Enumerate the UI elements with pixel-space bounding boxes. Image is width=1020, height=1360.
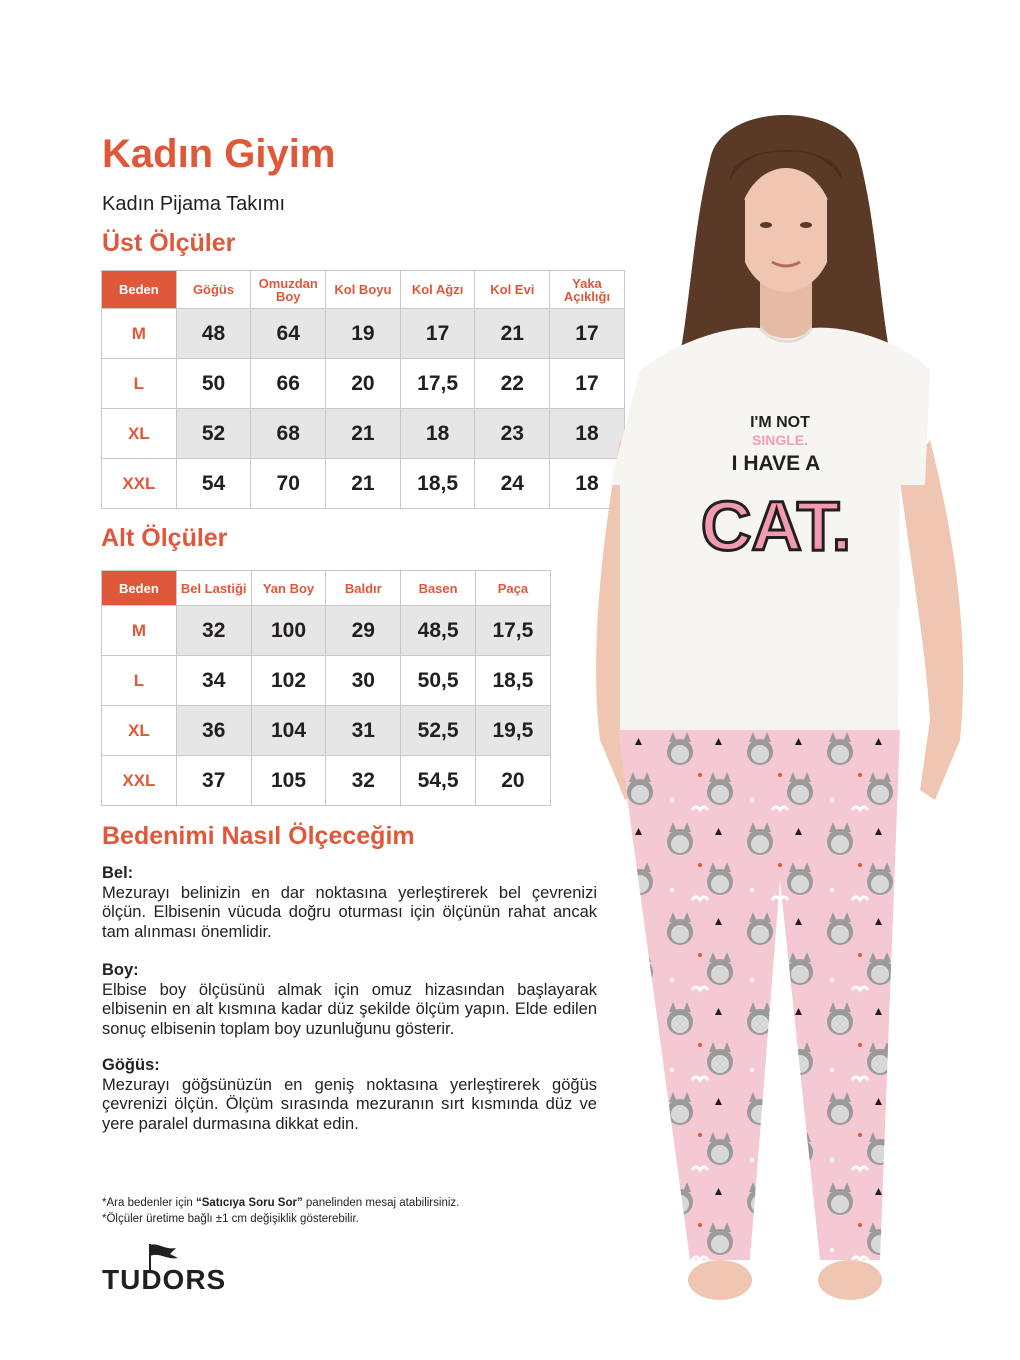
measurement-cell: 104 [251, 706, 326, 756]
measurement-cell: 50,5 [401, 656, 476, 706]
lower-size-table [101, 570, 551, 806]
lower-col-header: Bel Lastiği [176, 571, 251, 606]
measurement-cell: 100 [251, 606, 326, 656]
upper-col-header: Yaka Açıklığı [550, 271, 625, 309]
measurement-cell: 64 [251, 309, 326, 359]
measurement-cell: 24 [475, 459, 550, 509]
size-label-cell: XL [102, 409, 177, 459]
measurement-cell: 20 [326, 359, 401, 409]
measurement-cell: 19,5 [475, 706, 550, 756]
measurement-cell: 18 [550, 459, 625, 509]
upper-col-header: Kol Boyu [326, 271, 401, 309]
measurement-cell: 36 [176, 706, 251, 756]
measurement-cell: 18 [550, 409, 625, 459]
page-subtitle: Kadın Pijama Takımı [102, 193, 286, 215]
table-row [102, 309, 625, 359]
size-label-cell: L [102, 359, 177, 409]
measurement-cell: 20 [475, 756, 550, 806]
note-prefix: *Ara bedenler için [102, 1197, 196, 1209]
upper-col-header: Kol Ağzı [400, 271, 475, 309]
page-title: Kadın Giyim [102, 132, 336, 176]
table-row [102, 359, 625, 409]
measurement-cell: 30 [326, 656, 401, 706]
measurement-cell: 32 [326, 756, 401, 806]
upper-col-header: Beden [102, 271, 177, 309]
table-row [102, 756, 551, 806]
tshirt-text-2: SINGLE. [751, 432, 809, 448]
lower-heading: Alt Ölçüler [101, 524, 228, 552]
lower-col-header: Beden [102, 571, 177, 606]
measurement-cell: 68 [251, 409, 326, 459]
upper-heading: Üst Ölçüler [102, 229, 236, 257]
size-label-cell: XXL [102, 459, 177, 509]
measurement-cell: 105 [251, 756, 326, 806]
measurement-cell: 29 [326, 606, 401, 656]
tshirt-text-4: CAT. [700, 487, 852, 565]
measurement-cell: 18,5 [400, 459, 475, 509]
size-label-cell: XXL [102, 756, 177, 806]
lower-col-header: Baldır [326, 571, 401, 606]
measurement-cell: 52,5 [401, 706, 476, 756]
measurement-cell: 70 [251, 459, 326, 509]
upper-size-table [101, 270, 625, 509]
note-bold: “Satıcıya Soru Sor” [195, 1197, 303, 1209]
lower-col-header: Yan Boy [251, 571, 326, 606]
size-label-cell: M [102, 606, 177, 656]
tshirt-text-1: I'M NOT [750, 414, 810, 431]
measurement-cell: 50 [176, 359, 251, 409]
table-row [102, 606, 551, 656]
lower-col-header: Basen [401, 571, 476, 606]
measurement-cell: 21 [326, 409, 401, 459]
measurement-cell: 66 [251, 359, 326, 409]
note-suffix: panelinden mesaj atabilirsiniz. [302, 1197, 460, 1209]
brand-logo: TUDORS [102, 1264, 227, 1295]
measurement-cell: 17 [400, 309, 475, 359]
upper-col-header: Kol Evi [475, 271, 550, 309]
howto-waist [102, 864, 597, 942]
measurement-cell: 17,5 [475, 606, 550, 656]
lower-header-row [102, 571, 551, 606]
tshirt-text-3: I HAVE A [731, 452, 821, 475]
upper-col-header: Göğüs [176, 271, 251, 309]
measurement-cell: 34 [176, 656, 251, 706]
howto-length-text: Elbise boy ölçüsünü almak için omuz hizasından başlayarak elbisenin en alt kısmına kadar düz şekilde ölçüm yapın. Elde edilen sonuç elbisenin toplam boy uzunluğunu gösterir. [102, 980, 597, 1038]
measurement-cell: 19 [326, 309, 401, 359]
howto-waist-title: Bel: [102, 864, 134, 882]
howto-chest-text: Mezurayı göğsünüzün en geniş noktasına yerleştirerek göğüs çevrenizi ölçün. Ölçüm sırasında mezuranın sırt kısmında düz ve yere paralel durmasına dikkat edin. [102, 1075, 597, 1133]
lower-col-header: Paça [475, 571, 550, 606]
table-row [102, 459, 625, 509]
measurement-cell: 23 [475, 409, 550, 459]
howto-waist-text: Mezurayı belinizin en dar noktasına yerleştirerek bel çevrenizi ölçün. Elbisenin vücuda doğru oturması için ölçünün rahat ancak tam alınması önemlidir. [102, 883, 597, 941]
measurement-cell: 48 [176, 309, 251, 359]
measurement-cell: 17 [550, 309, 625, 359]
note-line-1 [102, 1197, 459, 1209]
upper-col-header: Omuzdan Boy [251, 271, 326, 309]
size-label-cell: XL [102, 706, 177, 756]
model-photo [580, 100, 1020, 1360]
measurement-cell: 21 [475, 309, 550, 359]
measurement-cell: 54 [176, 459, 251, 509]
measurement-cell: 31 [326, 706, 401, 756]
measurement-cell: 54,5 [401, 756, 476, 806]
table-row [102, 409, 625, 459]
table-row [102, 706, 551, 756]
howto-chest-title: Göğüs: [102, 1056, 160, 1074]
upper-header-row [102, 271, 625, 309]
measurement-cell: 102 [251, 656, 326, 706]
measurement-cell: 17,5 [400, 359, 475, 409]
howto-heading: Bedenimi Nasıl Ölçeceğim [102, 822, 415, 850]
howto-length-title: Boy: [102, 961, 139, 979]
measurement-cell: 18,5 [475, 656, 550, 706]
measurement-cell: 32 [176, 606, 251, 656]
measurement-cell: 22 [475, 359, 550, 409]
measurement-cell: 17 [550, 359, 625, 409]
size-label-cell: M [102, 309, 177, 359]
measurement-cell: 18 [400, 409, 475, 459]
note-line-2: *Ölçüler üretime bağlı ±1 cm değişiklik gösterebilir. [102, 1213, 359, 1225]
measurement-cell: 21 [326, 459, 401, 509]
measurement-cell: 48,5 [401, 606, 476, 656]
table-row [102, 656, 551, 706]
size-label-cell: L [102, 656, 177, 706]
measurement-cell: 37 [176, 756, 251, 806]
howto-length [102, 961, 597, 1039]
howto-chest [102, 1056, 597, 1134]
measurement-cell: 52 [176, 409, 251, 459]
